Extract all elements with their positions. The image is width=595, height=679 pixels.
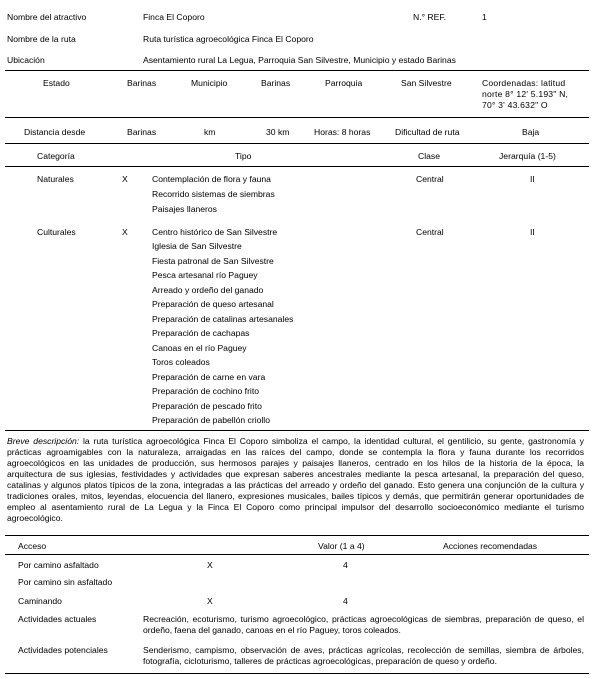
divider [5,554,589,555]
culturales-item: Arreado y ordeño del ganado [152,285,264,295]
estado-value: Barinas [127,78,157,88]
description-label: Breve descripción: [7,436,80,446]
actuales-value: Recreación, ecoturismo, turismo agroecológico, prácticas agroecológicas de siembras, preparación de queso, el ordeño, faena del ganado, canoas en el río Paguey, toros coleados. [143,614,584,635]
naturales-clase: Central [416,174,444,184]
access-row-label: Por camino asfaltado [18,560,99,570]
divider [5,166,589,167]
horas: Horas: 8 horas [314,127,371,137]
culturales-item: Canoas en el río Paguey [152,343,247,353]
clase-header: Clase [418,151,440,161]
culturales-item: Preparación de cochino frito [152,386,260,396]
ubicacion-value: Asentamiento rural La Legua, Parroquia San Silvestre, Municipio y estado Barinas [143,55,456,65]
culturales-item: Pesca artesanal río Paguey [152,270,258,280]
access-row-mark: X [207,596,213,606]
coords-line-2: norte 8° 12' 5.193" N, [482,89,569,99]
estado-label: Estado [43,78,70,88]
parroquia-value: San Silvestre [401,78,452,88]
jerarquia-header: Jerarquía (1-5) [499,151,556,161]
municipio-label: Municipio [191,78,228,88]
culturales-item: Preparación de catalinas artesanales [152,314,294,324]
divider [5,143,589,144]
parroquia-label: Parroquia [325,78,363,88]
ruta-value: Ruta turística agroecológica Finca El Coporo [143,34,314,44]
culturales-category: Culturales [37,227,76,237]
distancia-km: 30 km [266,127,290,137]
description [7,436,584,524]
categoria-header: Categoría [37,151,75,161]
access-row-mark: X [207,560,213,570]
naturales-mark: X [122,174,128,184]
naturales-item: Contemplación de flora y fauna [152,174,271,184]
culturales-item: Fiesta patronal de San Silvestre [152,256,274,266]
culturales-mark: X [122,227,128,237]
distancia-from: Barinas [127,127,157,137]
naturales-item: Recorrido sistemas de siembras [152,189,275,199]
distancia-label: Distancia desde [24,127,86,137]
atractivo-label: Nombre del atractivo [7,12,87,22]
atractivo-value: Finca El Coporo [143,12,205,22]
valor-header: Valor (1 a 4) [318,541,365,551]
naturales-jerarquia: II [530,174,535,184]
coords-line-3: 70° 3' 43.632" O [482,100,548,110]
nref-value: 1 [482,12,487,22]
culturales-item: Preparación de queso artesanal [152,299,274,309]
access-row-label: Por camino sin asfaltado [18,577,113,587]
divider [5,117,589,118]
divider [5,430,589,431]
naturales-item: Paisajes llaneros [152,204,217,214]
access-row-value: 4 [343,560,348,570]
dificultad-label: Dificultad de ruta [395,127,460,137]
ubicacion-label: Ubicación [7,55,45,65]
tipo-header: Tipo [235,151,252,161]
culturales-item: Toros coleados [152,357,210,367]
divider [5,673,589,674]
culturales-item: Preparación de carne en vara [152,372,266,382]
culturales-jerarquia: II [530,227,535,237]
culturales-item: Preparación de pabellón criollo [152,415,271,425]
culturales-item: Iglesia de San Silvestre [152,241,242,251]
coords-line-1: Coordenadas: latitud [482,78,566,88]
municipio-value: Barinas [261,78,291,88]
distancia-unit: km [204,127,216,137]
divider [5,70,589,71]
access-row-value: 4 [343,596,348,606]
actuales-label: Actividades actuales [18,614,97,624]
culturales-item: Centro histórico de San Silvestre [152,227,278,237]
divider [5,535,589,536]
naturales-category: Naturales [37,174,74,184]
acciones-header: Acciones recomendadas [443,541,538,551]
potenciales-label: Actividades potenciales [18,645,108,655]
nref-label: N.° REF. [413,12,447,22]
culturales-clase: Central [416,227,444,237]
culturales-item: Preparación de pescado frito [152,401,262,411]
culturales-item: Preparación de cachapas [152,328,250,338]
potenciales-value: Senderismo, campismo, observación de aves, prácticas agrícolas, recolección de semillas, siembra de árboles, fotografía, cicloturismo, talleres de prácticas agroecológicas, preparación de queso y ordeño. [143,645,584,666]
access-row-label: Caminando [18,596,62,606]
ruta-label: Nombre de la ruta [7,34,76,44]
dificultad-value: Baja [522,127,540,137]
description-text: la ruta turística agroecológica Finca El Coporo simboliza el campo, la identidad cultural, el gentilicio, su gente, gastronomía y prácticas agroamigables con la naturaleza, arraigadas en las raíces del campo, donde se contempla la flora y fauna durante los recorridos agroecológicos en las unidades de producción, sus hermosos parajes y paisajes llaneros, centrado en los hilos de la historia de la época, la arquitectura de sus iglesias, festividades y actividades que expresan saberes ancestrales mediante la pesca artesanal, la preparación del queso, catalinas y algunos platos típicos de la zona, integradas a las prácticas del arreado y ordeño del ganado. Esto genera una conjunción de la cultura y tradiciones orales, mitos, leyendas, elocuencia del llanero, expresiones musicales, bailes típicos y demás, que permitirán generar oportunidades de empleo al asentamiento rural de La Legua y la Finca El Coporo como principal impulsor del desarrollo socioeconómico mediante el turismo agroecológico. [7,436,584,523]
acceso-header: Acceso [18,541,47,551]
